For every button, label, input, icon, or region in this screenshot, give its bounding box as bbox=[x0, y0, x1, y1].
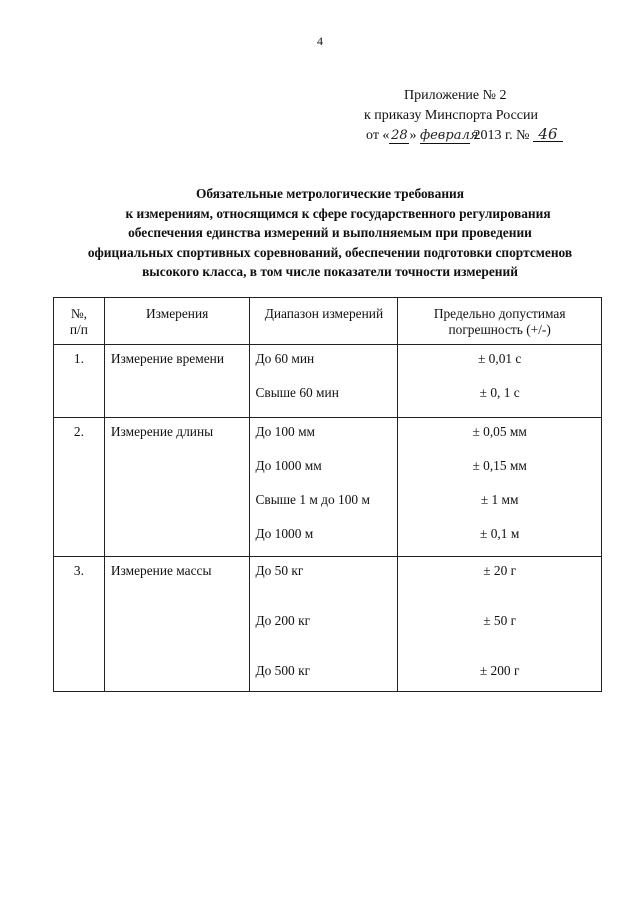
row-errors bbox=[398, 418, 602, 557]
table-row bbox=[54, 345, 602, 418]
row-number: 1. bbox=[54, 345, 105, 418]
document-title bbox=[40, 184, 620, 282]
header-number-line-1: №, bbox=[70, 306, 87, 321]
error-value: ± 50 г bbox=[483, 613, 517, 628]
header-error-line-2: погрешность (+/-) bbox=[448, 322, 551, 337]
error-value: ± 0, 1 с bbox=[479, 385, 520, 400]
title-line-4: официальных спортивных соревнований, обеспечении подготовки спортсменов bbox=[87, 244, 573, 260]
title-line-3: обеспечения единства измерений и выполняемым при проведении bbox=[128, 225, 532, 240]
table-row bbox=[54, 557, 602, 692]
header-error-line-1: Предельно допустимая bbox=[433, 306, 566, 321]
range-value: До 500 кг bbox=[255, 663, 311, 678]
range-value: До 200 кг bbox=[255, 613, 311, 628]
range-value: До 1000 мм bbox=[255, 458, 322, 473]
table-row bbox=[54, 418, 602, 557]
error-value: ± 20 г bbox=[483, 563, 517, 578]
range-value: Свыше 1 м до 100 м bbox=[255, 492, 370, 507]
row-measurement: Измерение длины bbox=[104, 418, 250, 557]
row-ranges bbox=[250, 557, 398, 692]
range-value: До 1000 м bbox=[255, 526, 314, 541]
error-value: ± 1 мм bbox=[480, 492, 519, 507]
annex-date-prefix: от « bbox=[366, 128, 390, 143]
row-ranges bbox=[250, 418, 398, 557]
row-number: 3. bbox=[54, 557, 105, 692]
range-value: До 100 мм bbox=[255, 424, 316, 439]
header-range: Диапазон измерений bbox=[250, 298, 398, 345]
error-value: ± 0,1 м bbox=[480, 526, 520, 541]
range-value: До 60 мин bbox=[255, 351, 315, 366]
range-value: Свыше 60 мин bbox=[255, 385, 339, 400]
annex-date-mid: » bbox=[409, 128, 417, 143]
header-error bbox=[398, 298, 602, 345]
requirements-table bbox=[53, 297, 602, 692]
row-errors bbox=[398, 557, 602, 692]
row-errors bbox=[398, 345, 602, 418]
annex-year-label: 2013 г. № bbox=[473, 128, 530, 143]
header-measurement: Измерения bbox=[104, 298, 250, 345]
range-value: До 50 кг bbox=[255, 563, 304, 578]
header-number bbox=[54, 298, 105, 345]
annex-block bbox=[364, 86, 563, 146]
handwritten-month: февраля bbox=[419, 128, 479, 143]
row-ranges bbox=[250, 345, 398, 418]
error-value: ± 200 г bbox=[479, 663, 520, 678]
error-value: ± 0,01 с bbox=[477, 351, 522, 366]
handwritten-order-number: 46 bbox=[533, 127, 563, 142]
title-line-1: Обязательные метрологические требования bbox=[195, 186, 465, 201]
title-line-5: высокого класса, в том числе показатели точности измерений bbox=[142, 264, 518, 279]
row-number: 2. bbox=[54, 418, 105, 557]
page-number: 4 bbox=[317, 34, 323, 48]
title-line-2: к измерениям, относящимся к сфере государственного регулирования bbox=[125, 205, 551, 221]
row-measurement: Измерение массы bbox=[104, 557, 250, 692]
table-header-row bbox=[54, 298, 602, 345]
annex-title: Приложение № 2 bbox=[404, 88, 507, 103]
header-number-line-2: п/п bbox=[69, 322, 88, 337]
error-value: ± 0,05 мм bbox=[472, 424, 527, 439]
handwritten-day: 28 bbox=[391, 128, 408, 143]
annex-date-line bbox=[366, 126, 563, 146]
annex-order-ref: к приказу Минспорта России bbox=[364, 108, 538, 123]
error-value: ± 0,15 мм bbox=[472, 458, 527, 473]
row-measurement: Измерение времени bbox=[104, 345, 250, 418]
